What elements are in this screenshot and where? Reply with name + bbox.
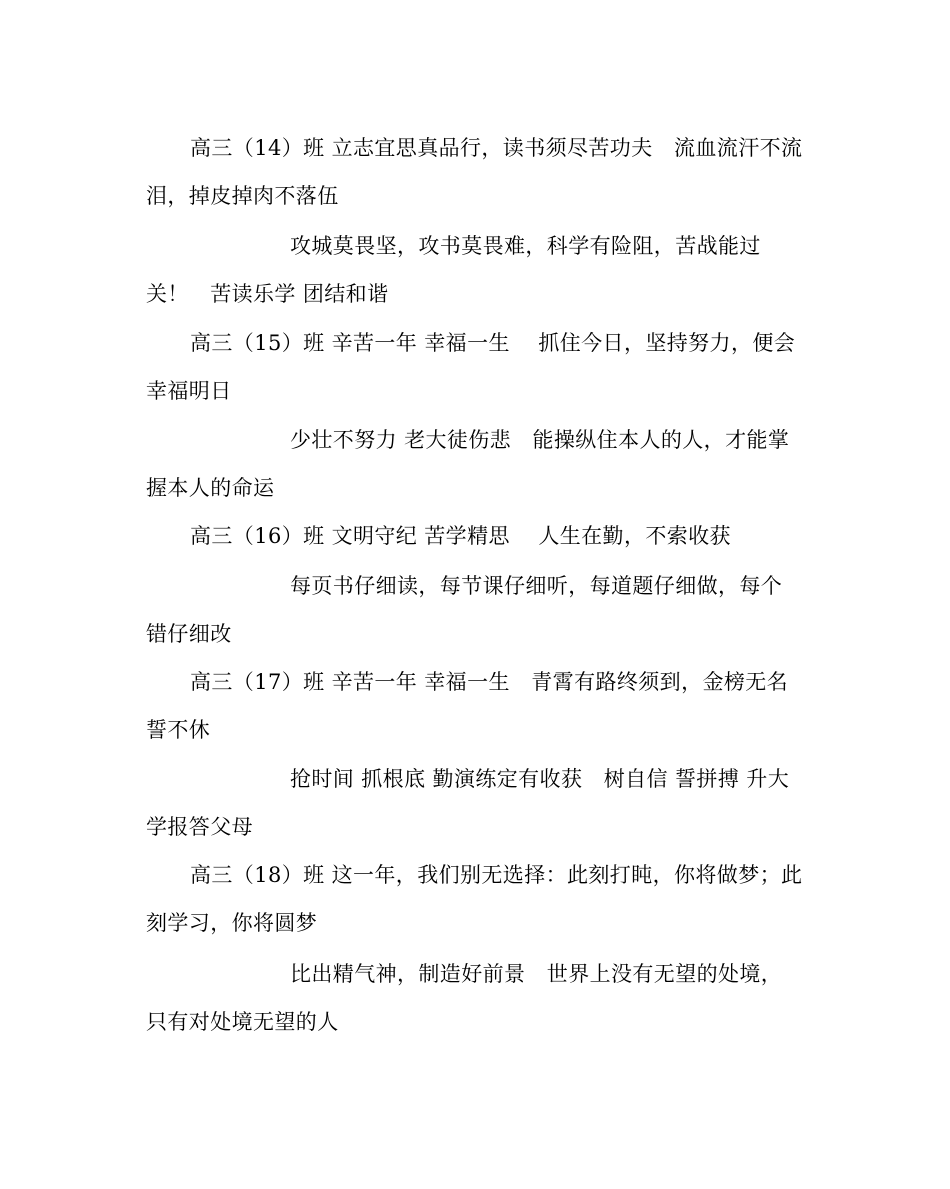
class-14-motto-line-1: 攻城莫畏坚，攻书莫畏难，科学有险阻，苦战能过 [290,234,761,258]
class-16-slogan-line-1: 高三（16）班 文明守纪 苦学精思 人生在勤，不索收获 [190,524,731,548]
class-15-motto-line-1: 少壮不努力 老大徒伤悲 能操纵住本人的人，才能掌 [290,428,790,452]
class-15-slogan-line-1: 高三（15）班 辛苦一年 幸福一生 抓住今日，坚持努力，便会 [190,331,796,355]
class-17-slogan-line-2: 誓不休 [146,718,211,742]
class-14-slogan-line-1: 高三（14）班 立志宜思真品行，读书须尽苦功夫 流血流汗不流 [190,136,803,160]
class-16-motto-line-1: 每页书仔细读，每节课仔细听，每道题仔细做，每个 [290,574,783,598]
class-18-motto-line-1: 比出精气神，制造好前景 世界上没有无望的处境， [290,962,783,986]
class-14-slogan-line-2: 泪，掉皮掉肉不落伍 [146,184,339,208]
class-17-motto-line-2: 学报答父母 [146,815,253,839]
class-15-slogan-line-2: 幸福明日 [146,379,232,403]
class-15-motto-line-2: 握本人的命运 [146,476,275,500]
class-18-slogan-line-1: 高三（18）班 这一年，我们别无选择：此刻打盹，你将做梦；此 [190,863,803,887]
class-18-slogan-line-2: 刻学习，你将圆梦 [146,911,318,935]
class-18-motto-line-2: 只有对处境无望的人 [146,1010,339,1034]
class-17-motto-line-1: 抢时间 抓根底 勤演练定有收获 树自信 誓拼搏 升大 [290,767,790,791]
class-16-motto-line-2: 错仔细改 [146,622,232,646]
class-17-slogan-line-1: 高三（17）班 辛苦一年 幸福一生 青霄有路终须到，金榜无名 [190,670,789,694]
class-14-motto-line-2: 关！ 苦读乐学 团结和谐 [146,282,389,306]
